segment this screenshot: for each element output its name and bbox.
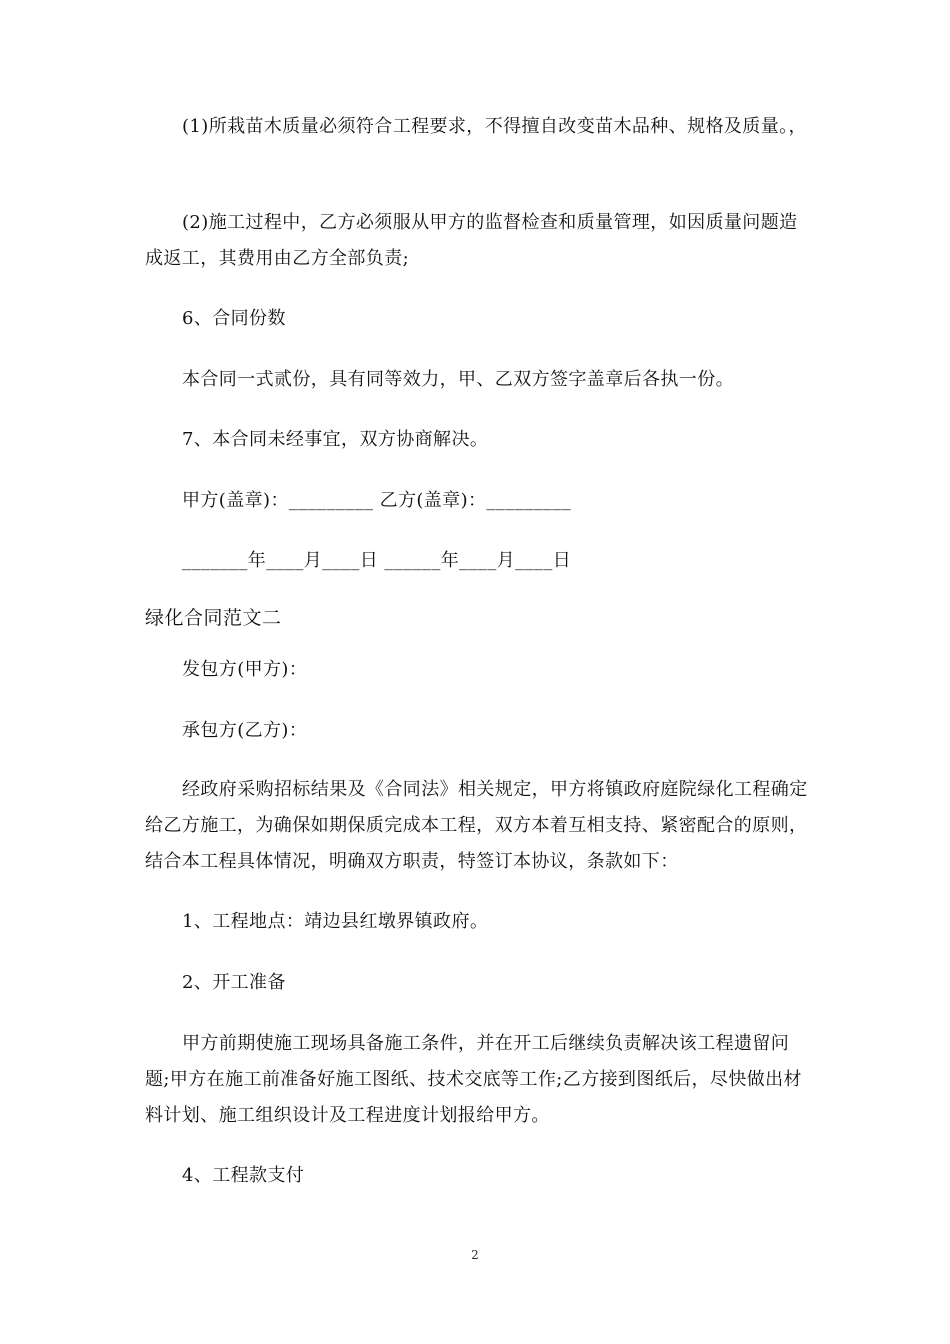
section-title: 绿化合同范文二	[145, 607, 282, 629]
page-number: 2	[471, 1248, 479, 1262]
paragraph-payment-heading: 4、工程款支付	[182, 1165, 305, 1186]
paragraph-intro: 经政府采购招标结果及《合同法》相关规定，甲方将镇政府庭院绿化工程确定给乙方施工，为确保如期保质完成本工程，双方本着互相支持、紧密配合的原则，结合本工程具体情况，明确双方职责，特签订本协议，条款如下：	[145, 779, 808, 872]
paragraph-unresolved-matters: 7、本合同未经事宜，双方协商解决。	[182, 429, 489, 450]
paragraph-construction-supervision: (2)施工过程中，乙方必须服从甲方的监督检查和质量管理，如因质量问题造成返工，其费用由乙方全部负责;	[145, 212, 798, 269]
paragraph-copies-body: 本合同一式贰份，具有同等效力，甲、乙双方签字盖章后各执一份。	[182, 369, 734, 390]
paragraph-preparation-heading: 2、开工准备	[182, 972, 286, 993]
paragraph-seedling-quality: (1)所栽苗木质量必须符合工程要求，不得擅自改变苗木品种、规格及质量。，	[182, 116, 807, 137]
paragraph-copies-heading: 6、合同份数	[182, 308, 286, 329]
signature-line: 甲方(盖章)：_________ 乙方(盖章)：_________	[182, 490, 572, 511]
date-line: _______年____月____日 ______年____月____日	[182, 550, 572, 571]
paragraph-preparation-body: 甲方前期使施工现场具备施工条件，并在开工后继续负责解决该工程遗留问题;甲方在施工前准备好施工图纸、技术交底等工作;乙方接到图纸后，尽快做出材料计划、施工组织设计及工程进度计划报给甲方。	[145, 1033, 802, 1126]
party-b-line: 承包方(乙方)：	[182, 720, 308, 741]
paragraph-project-location: 1、工程地点：靖边县红墩界镇政府。	[182, 911, 489, 932]
party-a-line: 发包方(甲方)：	[182, 659, 308, 680]
